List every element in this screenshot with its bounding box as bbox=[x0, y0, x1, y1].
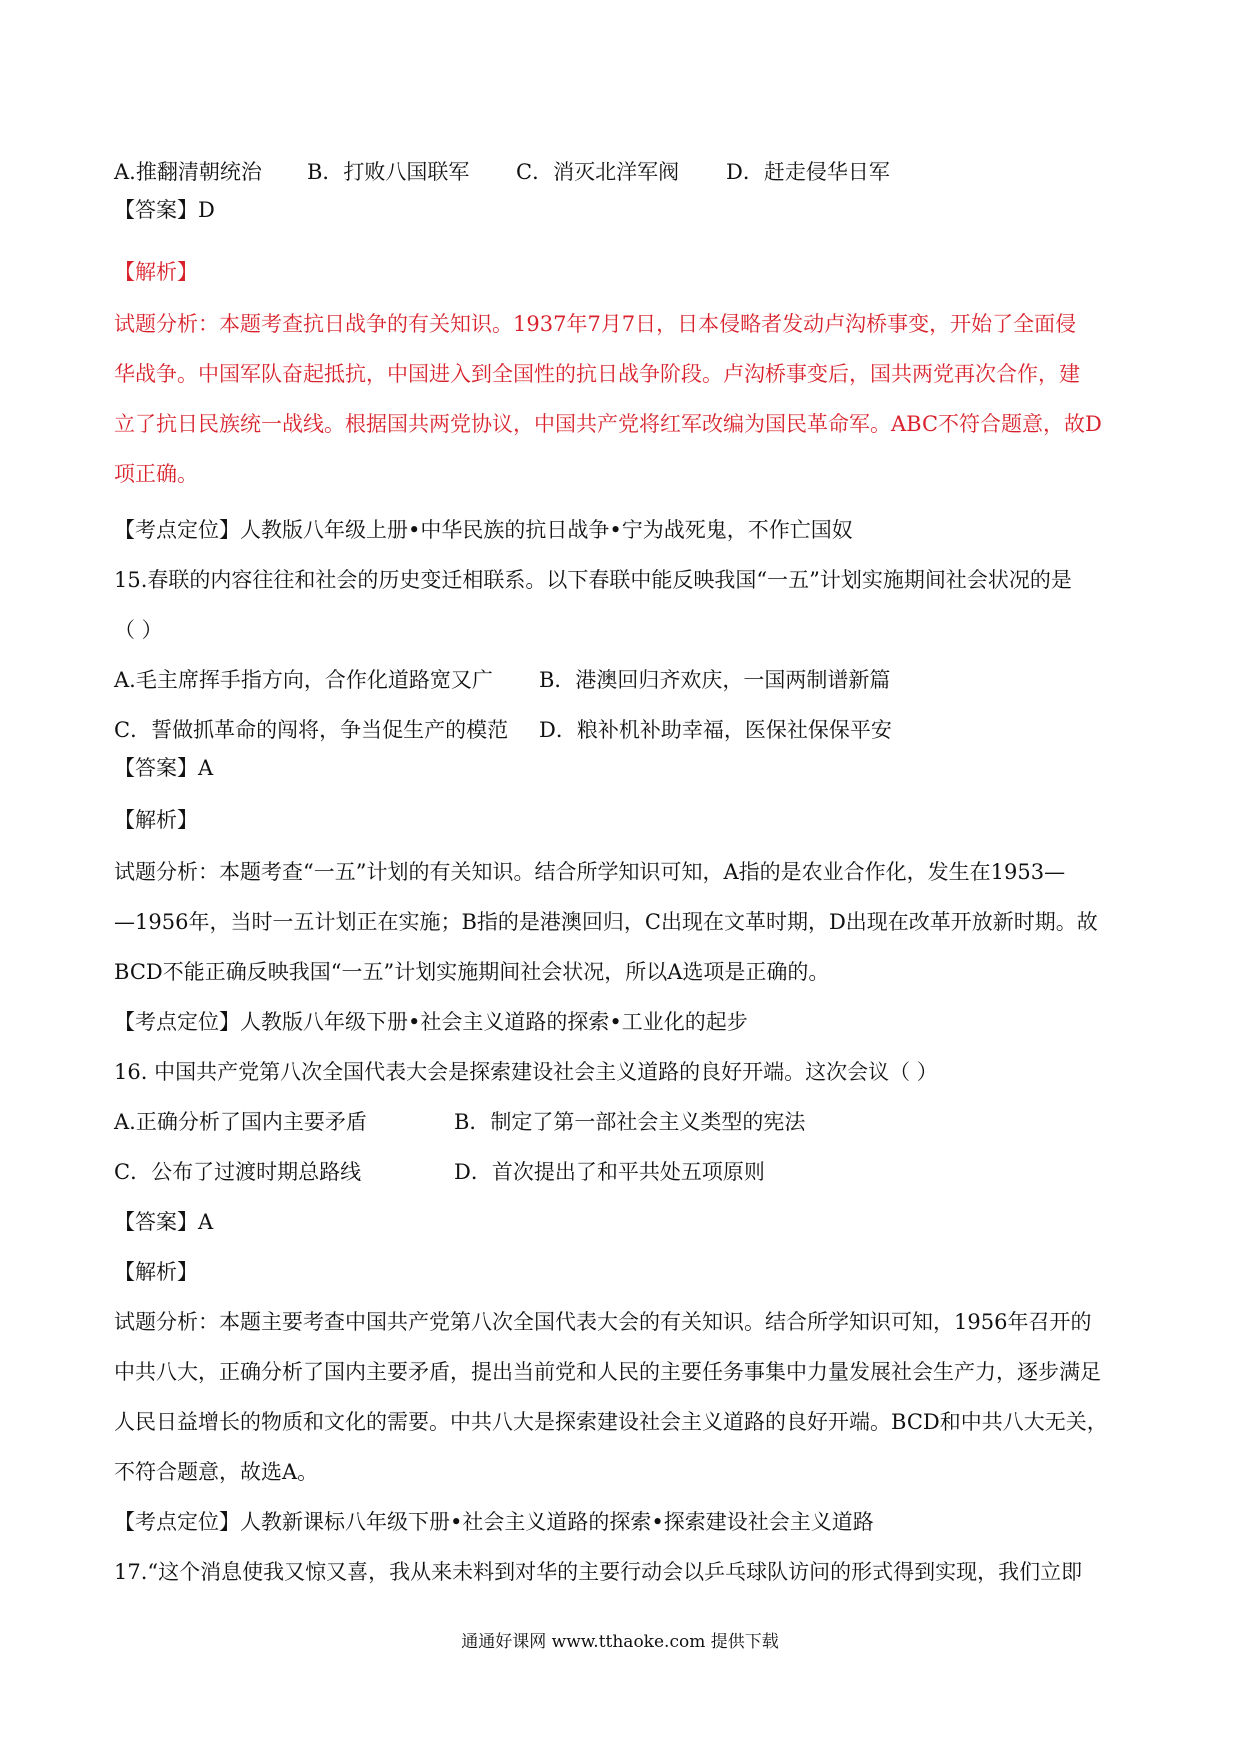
q16-analysis-heading: 【解析】 bbox=[114, 1260, 198, 1284]
q14-analysis-line: 华战争。中国军队奋起抵抗，中国进入到全国性的抗日战争阶段。卢沟桥事变后，国共两党再次合作，建 bbox=[114, 362, 1080, 386]
page-footer: 通通好课网 www.tthaoke.com 提供下载 bbox=[461, 1632, 779, 1652]
q16-analysis-line: 中共八大，正确分析了国内主要矛盾，提出当前党和人民的主要任务事集中力量发展社会生产力，逐步满足 bbox=[114, 1360, 1101, 1384]
q16-analysis-line: 人民日益增长的物质和文化的需要。中共八大是探索建设社会主义道路的良好开端。BCD和中共八大无关， bbox=[114, 1410, 1108, 1434]
q14-analysis-line: 项正确。 bbox=[114, 462, 198, 486]
q16-analysis-line: 试题分析：本题主要考查中国共产党第八次全国代表大会的有关知识。结合所学知识可知，1956年召开的 bbox=[114, 1310, 1092, 1334]
q15-analysis-line: —1956年，当时一五计划正在实施；B指的是港澳回归，C出现在文革时期，D出现在改革开放新时期。故 bbox=[114, 910, 1098, 934]
q15-point: 【考点定位】人教版八年级下册•社会主义道路的探索•工业化的起步 bbox=[114, 1010, 748, 1034]
q15-stem-line: （ ） bbox=[114, 618, 163, 642]
q16-answer: 【答案】A bbox=[114, 1210, 214, 1234]
q16-option-d: D．首次提出了和平共处五项原则 bbox=[454, 1160, 765, 1184]
q16-option-c: C．公布了过渡时期总路线 bbox=[114, 1160, 362, 1184]
q16-point: 【考点定位】人教新课标八年级下册•社会主义道路的探索•探索建设社会主义道路 bbox=[114, 1510, 874, 1534]
q14-point: 【考点定位】人教版八年级上册•中华民族的抗日战争•宁为战死鬼，不作亡国奴 bbox=[114, 518, 853, 542]
q14-answer: 【答案】D bbox=[114, 198, 215, 222]
q16-option-a: A.正确分析了国内主要矛盾 bbox=[114, 1110, 367, 1134]
q15-option-c: C．誓做抓革命的闯将，争当促生产的模范 bbox=[114, 718, 509, 742]
q14-option-d: D．赶走侵华日军 bbox=[726, 160, 890, 184]
q15-analysis-heading: 【解析】 bbox=[114, 808, 198, 832]
q14-analysis-line: 试题分析：本题考查抗日战争的有关知识。1937年7月7日，日本侵略者发动卢沟桥事变，开始了全面侵 bbox=[114, 312, 1077, 336]
q17-stem: 17.“这个消息使我又惊又喜，我从来未料到对华的主要行动会以乒乓球队访问的形式得到实现，我们立即 bbox=[114, 1560, 1083, 1584]
q14-analysis-heading: 【解析】 bbox=[114, 260, 198, 284]
q15-stem-line: 15.春联的内容往往和社会的历史变迁相联系。以下春联中能反映我国“一五”计划实施期间社会状况的是 bbox=[114, 568, 1072, 592]
q14-option-b: B．打败八国联军 bbox=[307, 160, 470, 184]
q14-analysis-line: 立了抗日民族统一战线。根据国共两党协议，中国共产党将红军改编为国民革命军。ABC不符合题意，故D bbox=[114, 412, 1102, 436]
q15-option-d: D．粮补机补助幸福，医保社保保平安 bbox=[539, 718, 892, 742]
q16-stem: 16. 中国共产党第八次全国代表大会是探索建设社会主义道路的良好开端。这次会议（ ） bbox=[114, 1060, 938, 1084]
q15-option-b: B．港澳回归齐欢庆，一国两制谱新篇 bbox=[539, 668, 891, 692]
q15-analysis-line: 试题分析：本题考查“一五”计划的有关知识。结合所学知识可知，A指的是农业合作化，发生在1953— bbox=[114, 860, 1066, 884]
q16-analysis-line: 不符合题意，故选A。 bbox=[114, 1460, 319, 1484]
q14-option-c: C．消灭北洋军阀 bbox=[516, 160, 680, 184]
q14-option-a: A.推翻清朝统治 bbox=[114, 160, 262, 184]
q15-option-a: A.毛主席挥手指方向，合作化道路宽又广 bbox=[114, 668, 493, 692]
q15-answer: 【答案】A bbox=[114, 756, 214, 780]
q16-option-b: B．制定了第一部社会主义类型的宪法 bbox=[454, 1110, 806, 1134]
q15-analysis-line: BCD不能正确反映我国“一五”计划实施期间社会状况，所以A选项是正确的。 bbox=[114, 960, 830, 984]
